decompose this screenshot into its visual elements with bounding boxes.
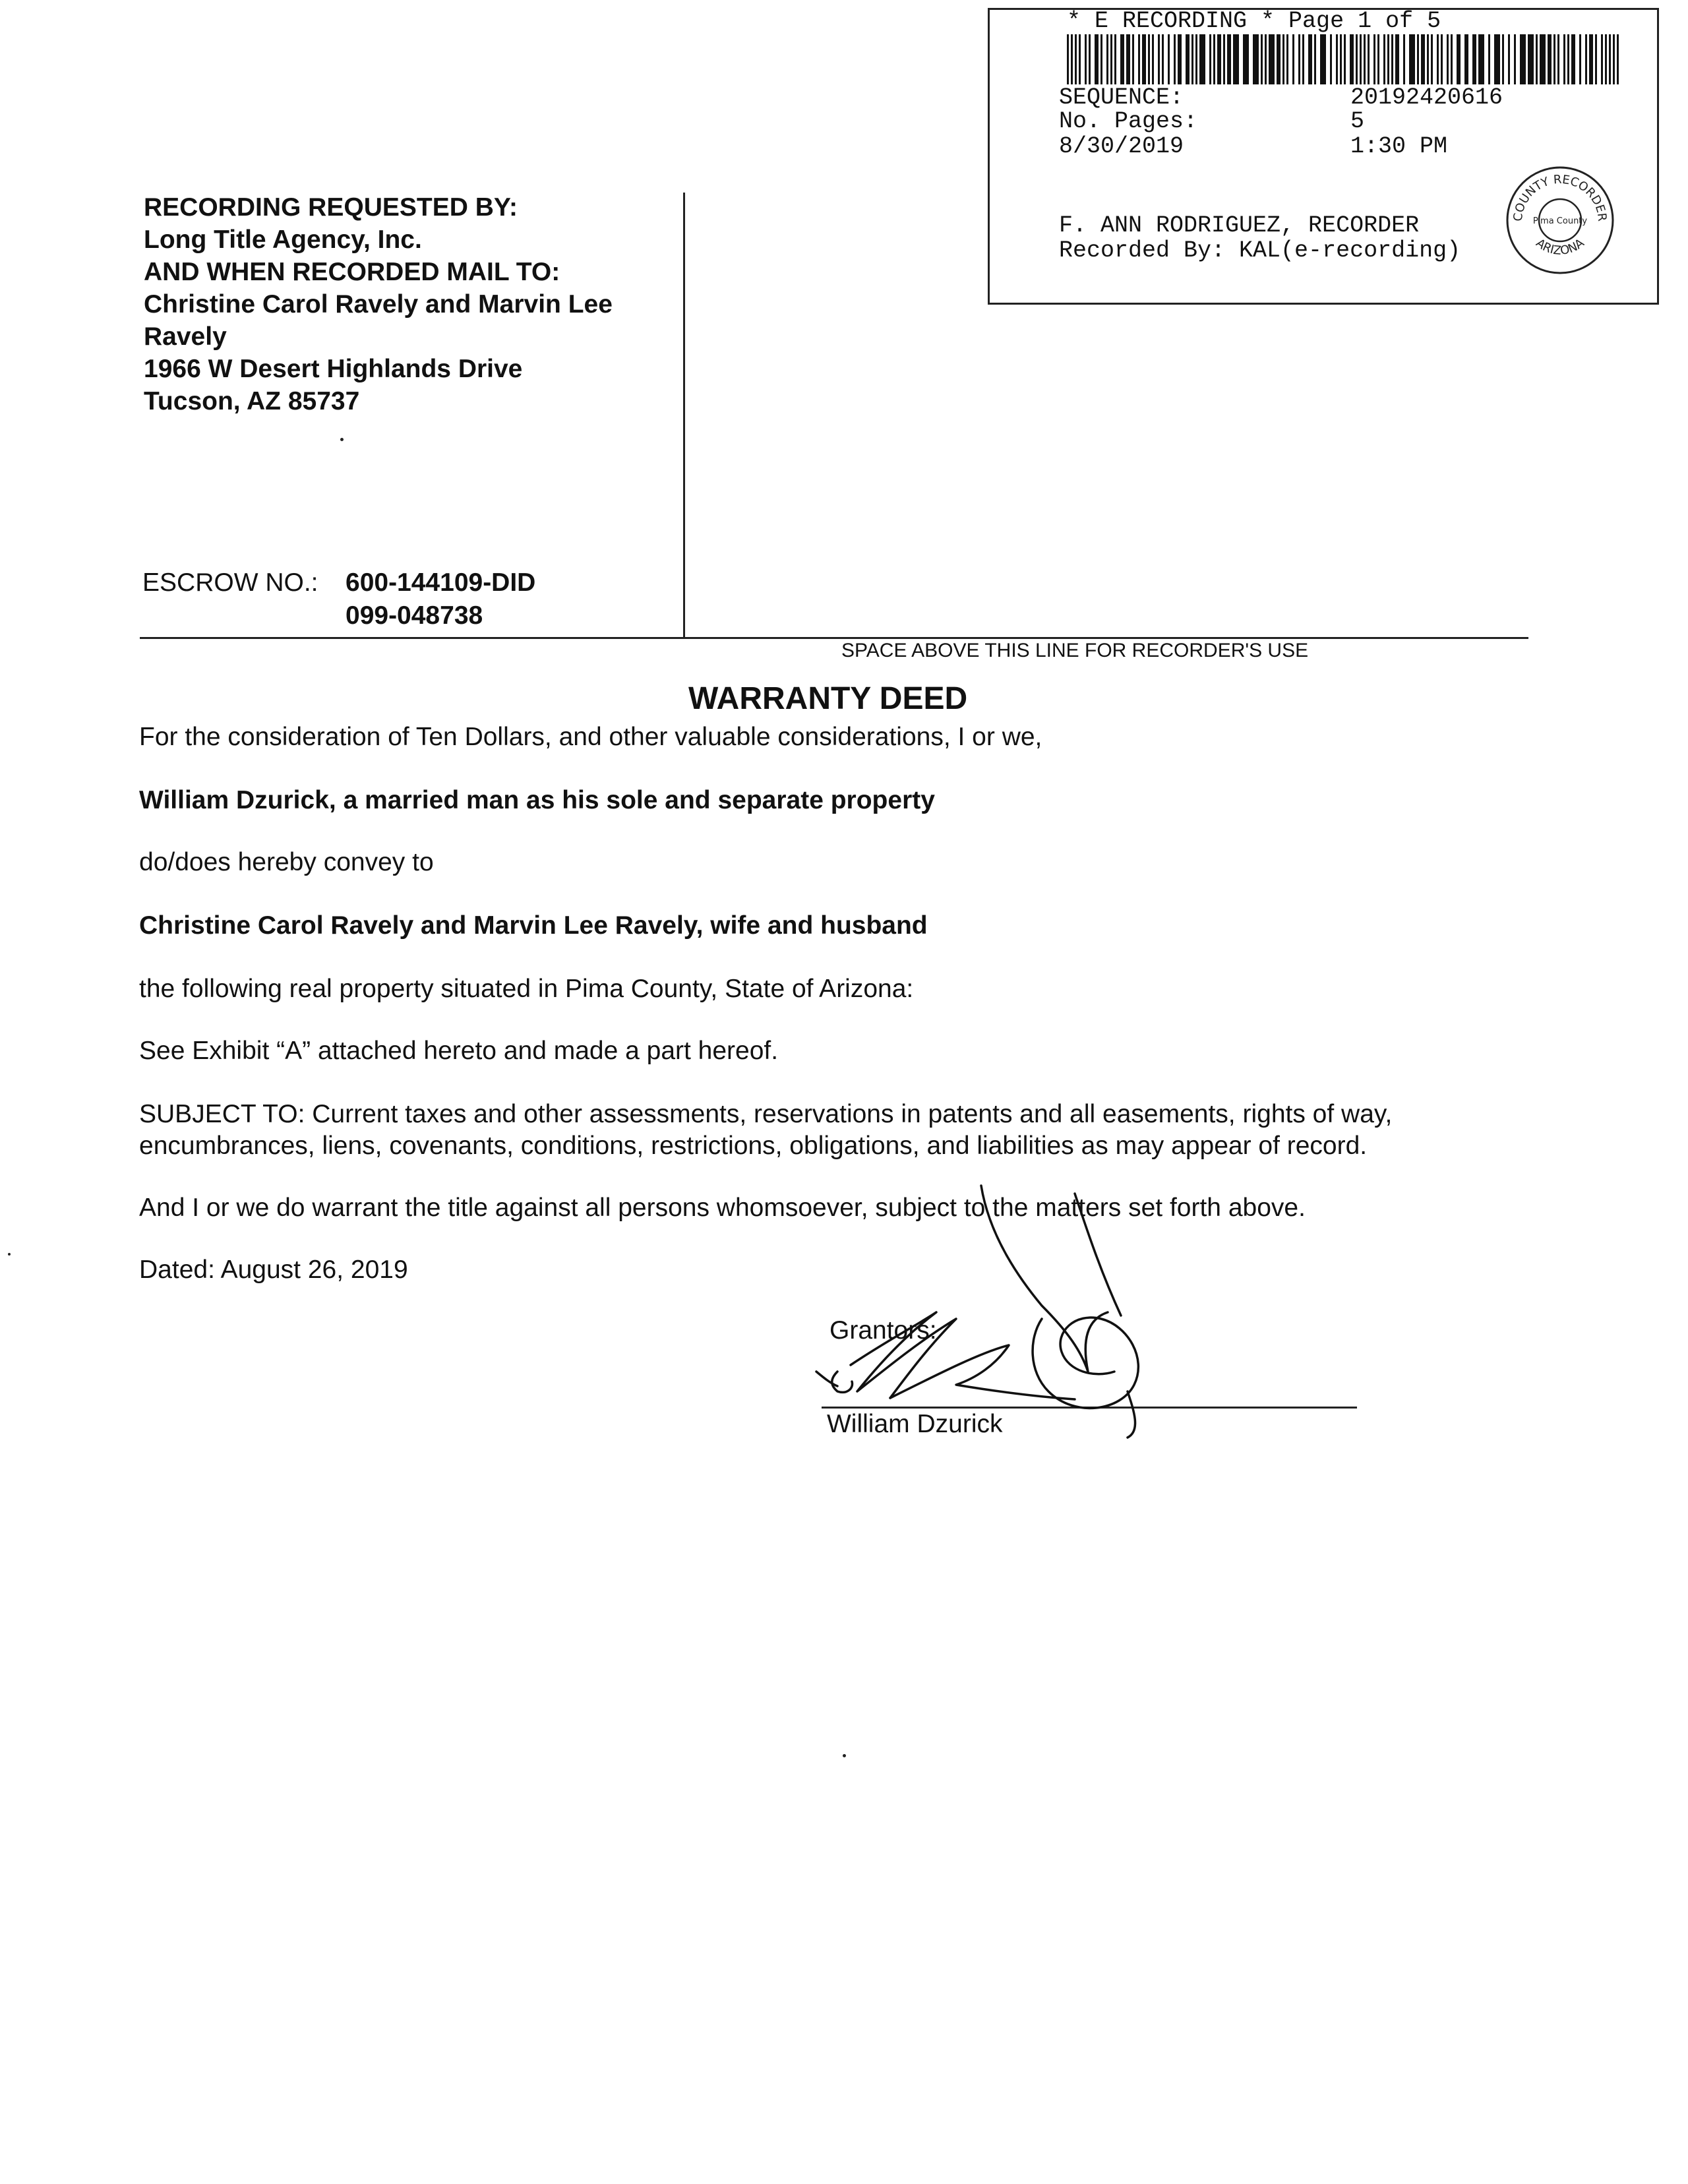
property-text: the following real property situated in Pima County, State of Arizona: bbox=[139, 975, 914, 1003]
barcode-bar bbox=[1336, 34, 1338, 84]
barcode-bar bbox=[1617, 34, 1619, 84]
requested-by-label: RECORDING REQUESTED BY: bbox=[144, 193, 518, 222]
consideration-text: For the consideration of Ten Dollars, and other valuable considerations, I or we, bbox=[139, 723, 1042, 751]
barcode-bar bbox=[1613, 34, 1615, 84]
barcode-bar bbox=[1609, 34, 1611, 84]
barcode-bar bbox=[1126, 34, 1130, 84]
barcode-bar bbox=[1431, 34, 1433, 84]
barcode-bar bbox=[1502, 34, 1504, 84]
mail-to-line2: Ravely bbox=[144, 322, 227, 351]
barcode-bar bbox=[1589, 34, 1593, 84]
barcode-bar bbox=[1464, 34, 1468, 84]
barcode-bar bbox=[1227, 34, 1231, 84]
barcode-bar bbox=[1383, 34, 1385, 84]
barcode-bar bbox=[1356, 34, 1358, 84]
signer-name: William Dzurick bbox=[827, 1410, 1003, 1438]
recorder-use-line bbox=[140, 637, 1528, 639]
barcode-bar bbox=[1261, 34, 1263, 84]
barcode-bar bbox=[1265, 34, 1267, 84]
barcode-bar bbox=[1085, 34, 1087, 84]
barcode-bar bbox=[1233, 34, 1239, 84]
barcode-bar bbox=[1186, 34, 1190, 84]
barcode-bar bbox=[1395, 34, 1399, 84]
grantor-text: William Dzurick, a married man as his sole and separate property bbox=[139, 786, 935, 814]
barcode-bar bbox=[1071, 34, 1073, 84]
barcode-bar bbox=[1391, 34, 1393, 84]
barcode-bar bbox=[1174, 34, 1176, 84]
barcode-bar bbox=[1075, 34, 1077, 84]
barcode-bar bbox=[1195, 34, 1197, 84]
warrant-text: And I or we do warrant the title against all persons whomsoever, subject to the matters set forth above. bbox=[139, 1194, 1306, 1222]
barcode-bar bbox=[1472, 34, 1476, 84]
barcode-bar bbox=[1114, 34, 1116, 84]
barcode-bar bbox=[1292, 34, 1294, 84]
barcode-bar bbox=[1199, 34, 1205, 84]
escrow-label: ESCROW NO.: bbox=[142, 568, 318, 597]
barcode-bar bbox=[1520, 34, 1526, 84]
barcode-bar bbox=[1120, 34, 1124, 84]
mail-to-line3: 1966 W Desert Highlands Drive bbox=[144, 355, 523, 383]
barcode-bar bbox=[1553, 34, 1555, 84]
barcode-bar bbox=[1585, 34, 1587, 84]
barcode bbox=[1067, 34, 1621, 84]
escrow-number-1: 600-144109-DID bbox=[346, 568, 536, 597]
mail-to-line4: Tucson, AZ 85737 bbox=[144, 387, 360, 415]
svg-text:ARIZONA bbox=[1533, 236, 1587, 258]
barcode-bar bbox=[1298, 34, 1300, 84]
seal-center-text: Pima County bbox=[1532, 216, 1588, 226]
barcode-bar bbox=[1508, 34, 1510, 84]
subject-to-line2: encumbrances, liens, covenants, conditions, restrictions, obligations, and liabilities as may appear of record. bbox=[139, 1132, 1368, 1160]
barcode-bar bbox=[1540, 34, 1546, 84]
barcode-bar bbox=[1437, 34, 1439, 84]
barcode-bar bbox=[1148, 34, 1150, 84]
barcode-bar bbox=[1605, 34, 1607, 84]
barcode-bar bbox=[1314, 34, 1316, 84]
barcode-bar bbox=[1427, 34, 1429, 84]
barcode-bar bbox=[1243, 34, 1249, 84]
dated-text: Dated: August 26, 2019 bbox=[139, 1256, 408, 1284]
barcode-bar bbox=[1373, 34, 1375, 84]
barcode-bar bbox=[1089, 34, 1091, 84]
barcode-bar bbox=[1209, 34, 1211, 84]
convey-text: do/does hereby convey to bbox=[139, 848, 434, 876]
record-time: 1:30 PM bbox=[1350, 133, 1448, 160]
barcode-bar bbox=[1548, 34, 1552, 84]
pages-label: No. Pages: bbox=[1059, 108, 1198, 135]
barcode-bar bbox=[1178, 34, 1182, 84]
barcode-bar bbox=[1168, 34, 1170, 84]
barcode-bar bbox=[1457, 34, 1461, 84]
stamp-header: * E RECORDING * Page 1 of 5 bbox=[1067, 8, 1441, 34]
barcode-bar bbox=[1364, 34, 1366, 84]
barcode-bar bbox=[1488, 34, 1490, 84]
barcode-bar bbox=[1067, 34, 1069, 84]
barcode-bar bbox=[1217, 34, 1221, 84]
barcode-bar bbox=[1360, 34, 1362, 84]
barcode-bar bbox=[1223, 34, 1225, 84]
barcode-bar bbox=[1350, 34, 1354, 84]
barcode-bar bbox=[1100, 34, 1102, 84]
barcode-bar bbox=[1106, 34, 1108, 84]
barcode-bar bbox=[1110, 34, 1112, 84]
barcode-bar bbox=[1344, 34, 1346, 84]
handwritten-signature bbox=[811, 1174, 1220, 1451]
recorder-use-note: SPACE ABOVE THIS LINE FOR RECORDER'S USE bbox=[841, 640, 1309, 661]
barcode-bar bbox=[1514, 34, 1516, 84]
barcode-bar bbox=[1213, 34, 1215, 84]
barcode-bar bbox=[1162, 34, 1164, 84]
barcode-bar bbox=[1567, 34, 1569, 84]
barcode-bar bbox=[1340, 34, 1342, 84]
barcode-bar bbox=[1601, 34, 1603, 84]
barcode-bar bbox=[1451, 34, 1453, 84]
barcode-bar bbox=[1253, 34, 1259, 84]
sequence-label: SEQUENCE: bbox=[1059, 84, 1184, 111]
barcode-bar bbox=[1191, 34, 1193, 84]
barcode-bar bbox=[1286, 34, 1288, 84]
barcode-bar bbox=[1421, 34, 1425, 84]
record-date: 8/30/2019 bbox=[1059, 133, 1184, 160]
speck bbox=[8, 1253, 11, 1256]
seal-top-text: COUNTY RECORDER bbox=[1511, 172, 1610, 222]
barcode-bar bbox=[1579, 34, 1581, 84]
barcode-bar bbox=[1563, 34, 1565, 84]
deed-title: WARRANTY DEED bbox=[688, 681, 968, 716]
recorded-by: Recorded By: KAL(e-recording) bbox=[1059, 237, 1461, 264]
barcode-bar bbox=[1302, 34, 1304, 84]
barcode-bar bbox=[1320, 34, 1326, 84]
barcode-bar bbox=[1528, 34, 1534, 84]
barcode-bar bbox=[1494, 34, 1500, 84]
grantors-label: Grantors: bbox=[829, 1316, 937, 1345]
speck bbox=[843, 1754, 846, 1757]
seal-bottom-text: ARIZONA bbox=[1533, 236, 1587, 258]
pages-value: 5 bbox=[1350, 108, 1365, 135]
barcode-bar bbox=[1142, 34, 1146, 84]
requested-by-name: Long Title Agency, Inc. bbox=[144, 226, 422, 254]
barcode-bar bbox=[1079, 34, 1081, 84]
exhibit-text: See Exhibit “A” attached hereto and made a part hereof. bbox=[139, 1037, 779, 1065]
barcode-bar bbox=[1447, 34, 1449, 84]
grantee-text: Christine Carol Ravely and Marvin Lee Ravely, wife and husband bbox=[139, 911, 928, 940]
barcode-bar bbox=[1152, 34, 1154, 84]
barcode-bar bbox=[1377, 34, 1379, 84]
speck bbox=[340, 438, 344, 441]
barcode-bar bbox=[1095, 34, 1099, 84]
vertical-divider bbox=[683, 193, 685, 637]
barcode-bar bbox=[1536, 34, 1538, 84]
sequence-value: 20192420616 bbox=[1350, 84, 1503, 111]
barcode-bar bbox=[1158, 34, 1160, 84]
county-seal bbox=[1501, 161, 1619, 280]
barcode-bar bbox=[1441, 34, 1443, 84]
escrow-number-2: 099-048738 bbox=[346, 601, 483, 630]
recorder-name: F. ANN RODRIGUEZ, RECORDER bbox=[1059, 212, 1420, 239]
barcode-bar bbox=[1330, 34, 1332, 84]
barcode-bar bbox=[1368, 34, 1370, 84]
barcode-bar bbox=[1571, 34, 1575, 84]
barcode-bar bbox=[1595, 34, 1597, 84]
barcode-bar bbox=[1282, 34, 1284, 84]
barcode-bar bbox=[1308, 34, 1312, 84]
barcode-bar bbox=[1557, 34, 1559, 84]
subject-to-line1: SUBJECT TO: Current taxes and other assessments, reservations in patents and all easements, rights of way, bbox=[139, 1100, 1393, 1128]
barcode-bar bbox=[1138, 34, 1140, 84]
barcode-bar bbox=[1409, 34, 1415, 84]
barcode-bar bbox=[1417, 34, 1419, 84]
barcode-bar bbox=[1403, 34, 1405, 84]
barcode-bar bbox=[1132, 34, 1134, 84]
barcode-bar bbox=[1387, 34, 1389, 84]
barcode-bar bbox=[1478, 34, 1484, 84]
mail-to-label: AND WHEN RECORDED MAIL TO: bbox=[144, 258, 560, 286]
mail-to-line1: Christine Carol Ravely and Marvin Lee bbox=[144, 290, 613, 318]
barcode-bar bbox=[1277, 34, 1281, 84]
barcode-bar bbox=[1269, 34, 1275, 84]
